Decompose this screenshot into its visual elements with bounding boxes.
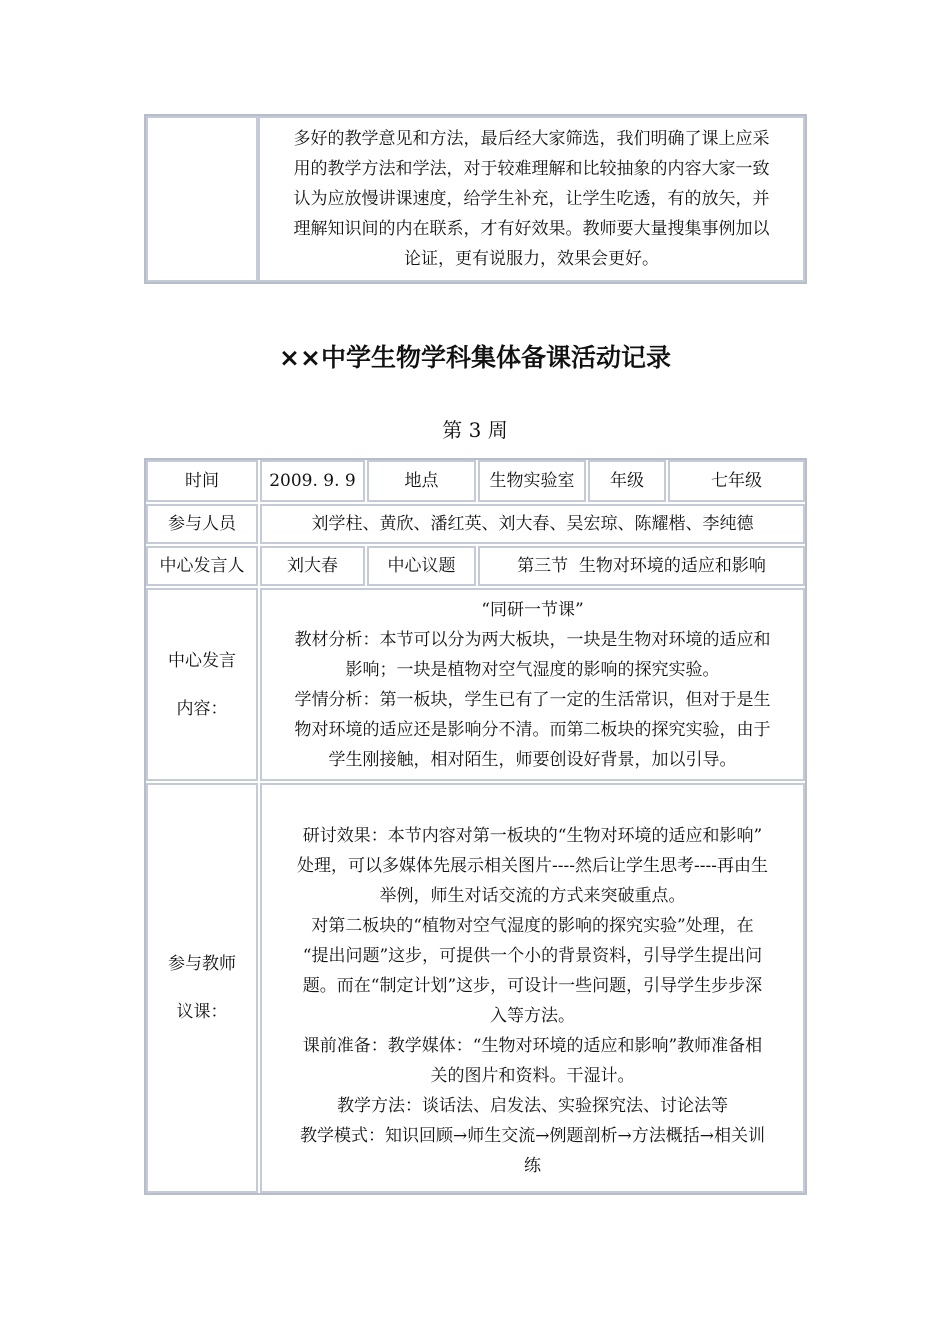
content-line: 对第二板块的“植物对空气湿度的影响的探究实验”处理，在 — [311, 916, 754, 936]
teacher-discussion-label — [146, 783, 258, 1193]
content-line: 研讨效果：本节内容对第一板块的“生物对环境的适应和影响” — [302, 826, 763, 846]
central-speech-content — [260, 588, 805, 781]
grade-value: 七年级 — [668, 460, 805, 502]
prev-table-content-cell — [258, 116, 805, 282]
prev-table-label-cell — [146, 116, 258, 282]
place-value: 生物实验室 — [478, 460, 586, 502]
content-line: 题。而在“制定计划”这步，可设计一些问题，引导学生步步深 — [302, 976, 763, 996]
week-label: 第 3 周 — [442, 418, 508, 442]
central-speech-label-line2: 内容： — [176, 698, 228, 719]
content-line: 认为应放慢讲课速度，给学生补充，让学生吃透，有的放矢，并 — [293, 189, 770, 209]
time-value: 2009. 9. 9 — [260, 460, 365, 502]
topic-label: 中心议题 — [367, 546, 476, 586]
content-line: 关的图片和资料。干湿计。 — [430, 1066, 635, 1086]
content-line: 教材分析：本节可以分为两大板块，一块是生物对环境的适应和 — [294, 629, 771, 650]
content-line: 理解知识间的内在联系，才有好效果。教师要大量搜集事例加以 — [293, 219, 770, 239]
page-title: ××中学生物学科集体备课活动记录 — [279, 343, 671, 372]
content-line: 学生刚接触，相对陌生，师要创设好背景，加以引导。 — [328, 749, 737, 770]
grade-label: 年级 — [588, 460, 666, 502]
speaker-label: 中心发言人 — [146, 546, 258, 586]
content-line: 学情分析：第一板块，学生已有了一定的生活常识，但对于是生 — [294, 689, 771, 710]
teacher-discussion-content — [260, 783, 805, 1193]
place-label: 地点 — [367, 460, 476, 502]
participants-label: 参与人员 — [146, 504, 258, 544]
content-line: 教学模式：知识回顾→师生交流→例题剖析→方法概括→相关训 — [300, 1126, 765, 1146]
topic-value: 第三节 生物对环境的适应和影响 — [478, 546, 805, 586]
content-line: 教学方法：谈话法、启发法、实验探究法、讨论法等 — [337, 1096, 728, 1116]
content-line: 影响；一块是植物对空气湿度的影响的探究实验。 — [345, 659, 720, 680]
teacher-discussion-label-line1: 参与教师 — [168, 954, 236, 974]
prev-table-content — [266, 124, 797, 274]
content-line: 入等方法。 — [490, 1006, 575, 1026]
content-line: 多好的教学意见和方法，最后经大家筛选，我们明确了课上应采 — [293, 129, 770, 149]
content-line: 处理，可以多媒体先展示相关图片----然后让学生思考----再由生 — [297, 856, 768, 876]
content-line: “同研一节课” — [481, 599, 584, 620]
teacher-discussion-label-line2: 议课： — [176, 1002, 228, 1022]
speaker-value: 刘大春 — [260, 546, 365, 586]
content-line: 课前准备：教学媒体：“生物对环境的适应和影响”教师准备相 — [302, 1036, 763, 1056]
content-line: 用的教学方法和学法，对于较难理解和比较抽象的内容大家一致 — [293, 159, 770, 179]
central-speech-label-line1: 中心发言 — [168, 650, 236, 671]
content-line: 练 — [524, 1156, 541, 1176]
content-line: 举例，师生对话交流的方式来突破重点。 — [379, 886, 686, 906]
participants-value: 刘学柱、黄欣、潘红英、刘大春、吴宏琼、陈耀楷、李纯德 — [260, 504, 805, 544]
content-line: 论证，更有说服力，效果会更好。 — [404, 249, 659, 269]
content-line: 物对环境的适应还是影响分不清。而第二板块的探究实验，由于 — [294, 719, 771, 740]
central-speech-label — [146, 588, 258, 781]
time-label: 时间 — [146, 460, 258, 502]
content-line: “提出问题”这步，可提供一个小的背景资料，引导学生提出问 — [302, 946, 763, 966]
